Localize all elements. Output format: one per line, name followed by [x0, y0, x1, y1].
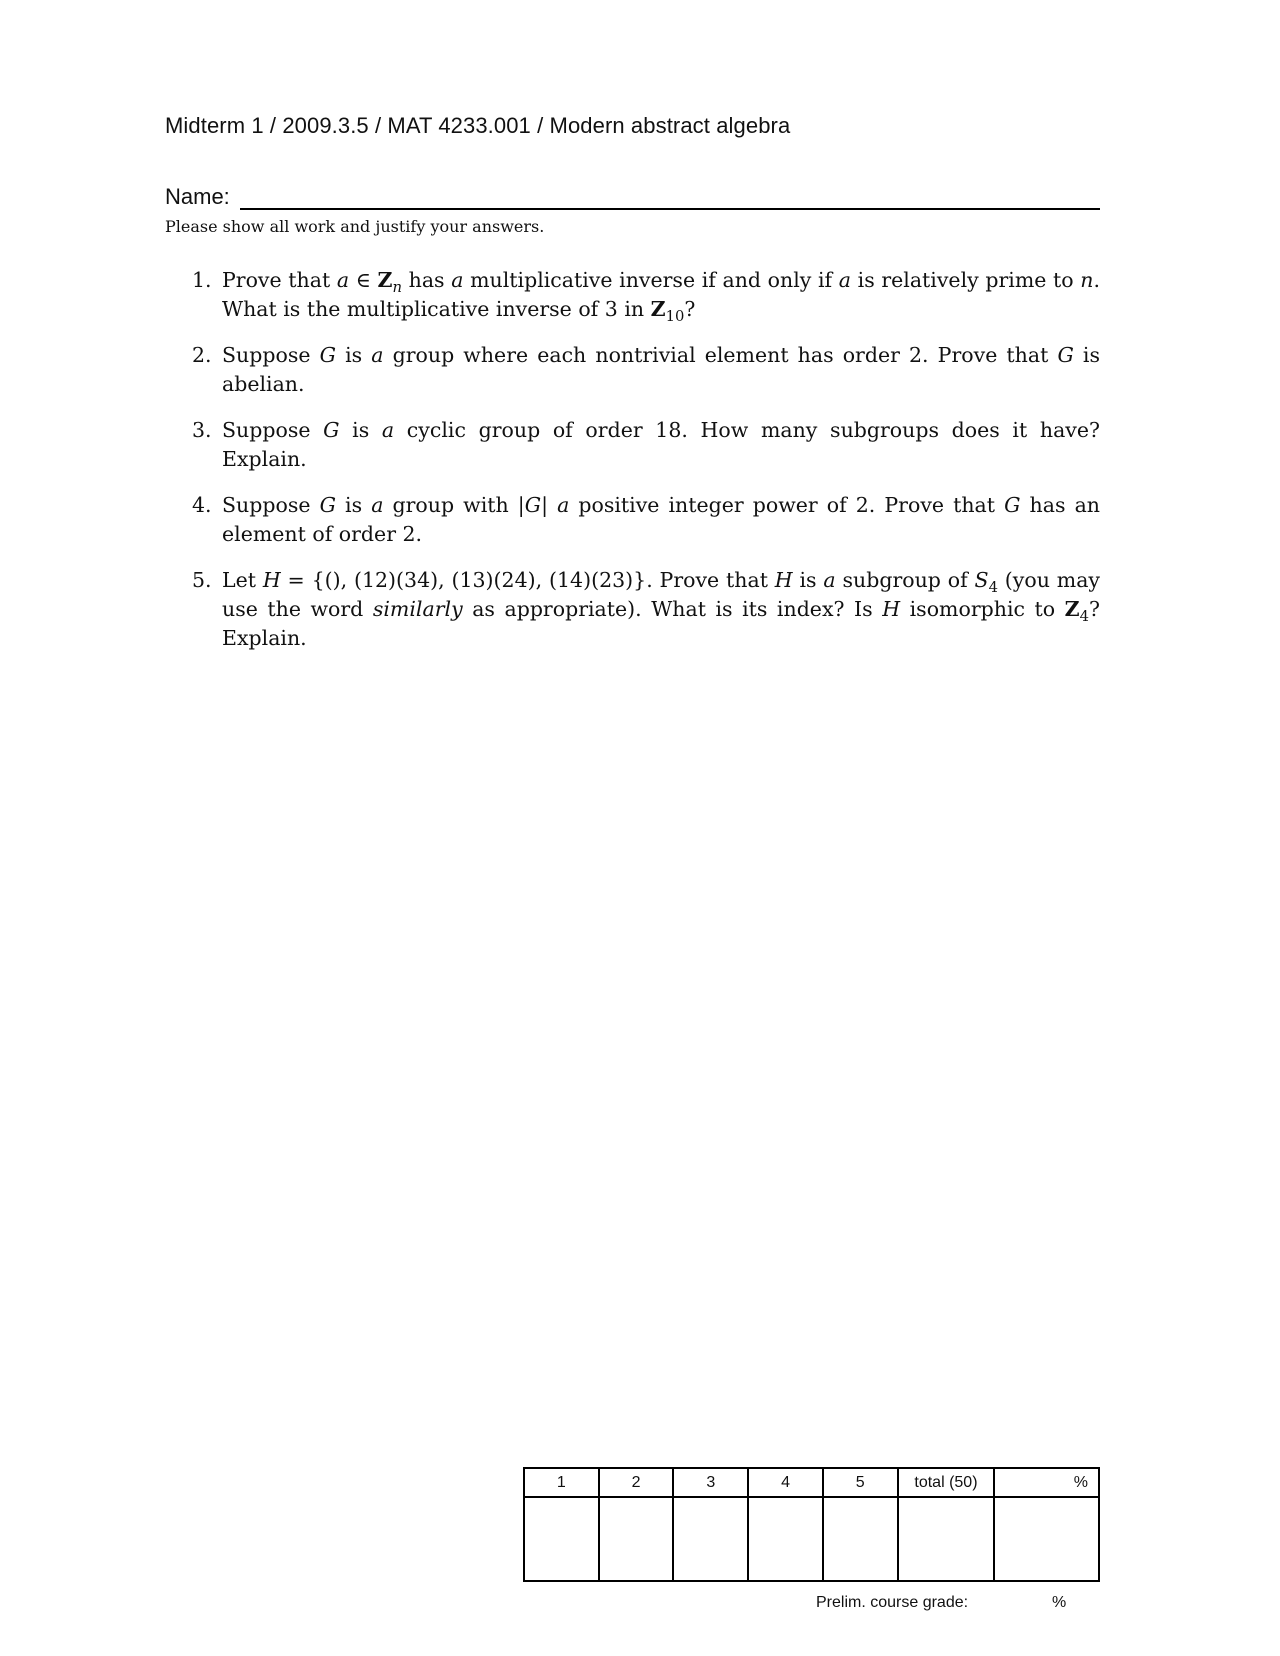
grade-header-5: 5 [823, 1468, 898, 1497]
name-row [165, 184, 1100, 210]
grade-header-4: 4 [748, 1468, 823, 1497]
name-label: Name: [165, 184, 230, 209]
grade-table-header [524, 1468, 1099, 1497]
prelim-course-grade-label: Prelim. course grade: [816, 1594, 969, 1611]
problem-number: 2. [192, 343, 212, 367]
problem-text: Suppose G is a cyclic group of order 18. How many subgroups does it have? Explain. [222, 418, 1100, 471]
grade-header-3: 3 [673, 1468, 748, 1497]
score-cell-3[interactable] [673, 1497, 748, 1581]
grade-table-scores [524, 1497, 1099, 1581]
score-cell-total[interactable] [898, 1497, 995, 1581]
problem-number: 3. [192, 418, 212, 442]
problem-number: 1. [192, 268, 212, 292]
problem-2 [192, 341, 1100, 399]
problem-3 [192, 416, 1100, 474]
grade-header-1: 1 [524, 1468, 599, 1497]
problem-text: Prove that a ∈ $Z_n$ has a multiplicative inverse if and only if a is relatively prime to n. What is the multiplicative inverse of 3 in $Z_{10}$? [222, 268, 1100, 326]
grade-header-total: total (50) [898, 1468, 995, 1497]
prelim-course-grade-percent: % [1052, 1594, 1067, 1611]
problem-5 [192, 566, 1100, 653]
problem-text: Let H = {(), (12)(34), (13)(24), (14)(23)}. Prove that H is a subgroup of $S_4$ (you may use the word similarly as appropriate). What is its index? Is H isomorphic to $Z_4$? Explain. [222, 568, 1100, 650]
problem-text: Suppose G is a group with |G| a positive integer power of 2. Prove that G has an element of order 2. [222, 493, 1100, 546]
score-cell-percent[interactable] [994, 1497, 1099, 1581]
score-cell-5[interactable] [823, 1497, 898, 1581]
exam-title: Midterm 1 / 2009.3.5 / MAT 4233.001 / Modern abstract algebra [165, 113, 791, 138]
score-cell-2[interactable] [599, 1497, 674, 1581]
problem-number: 5. [192, 568, 212, 592]
problem-list [192, 266, 1100, 670]
grade-header-percent: % [994, 1468, 1099, 1497]
name-blank-line[interactable] [240, 188, 1100, 210]
problem-number: 4. [192, 493, 212, 517]
score-cell-1[interactable] [524, 1497, 599, 1581]
problem-text: Suppose G is a group where each nontrivial element has order 2. Prove that G is abelian. [222, 343, 1101, 396]
problem-4 [192, 491, 1100, 549]
score-cell-4[interactable] [748, 1497, 823, 1581]
problem-1 [192, 266, 1100, 324]
instructions: Please show all work and justify your answers. [165, 217, 545, 236]
grade-header-2: 2 [599, 1468, 674, 1497]
grade-table [523, 1467, 1100, 1582]
